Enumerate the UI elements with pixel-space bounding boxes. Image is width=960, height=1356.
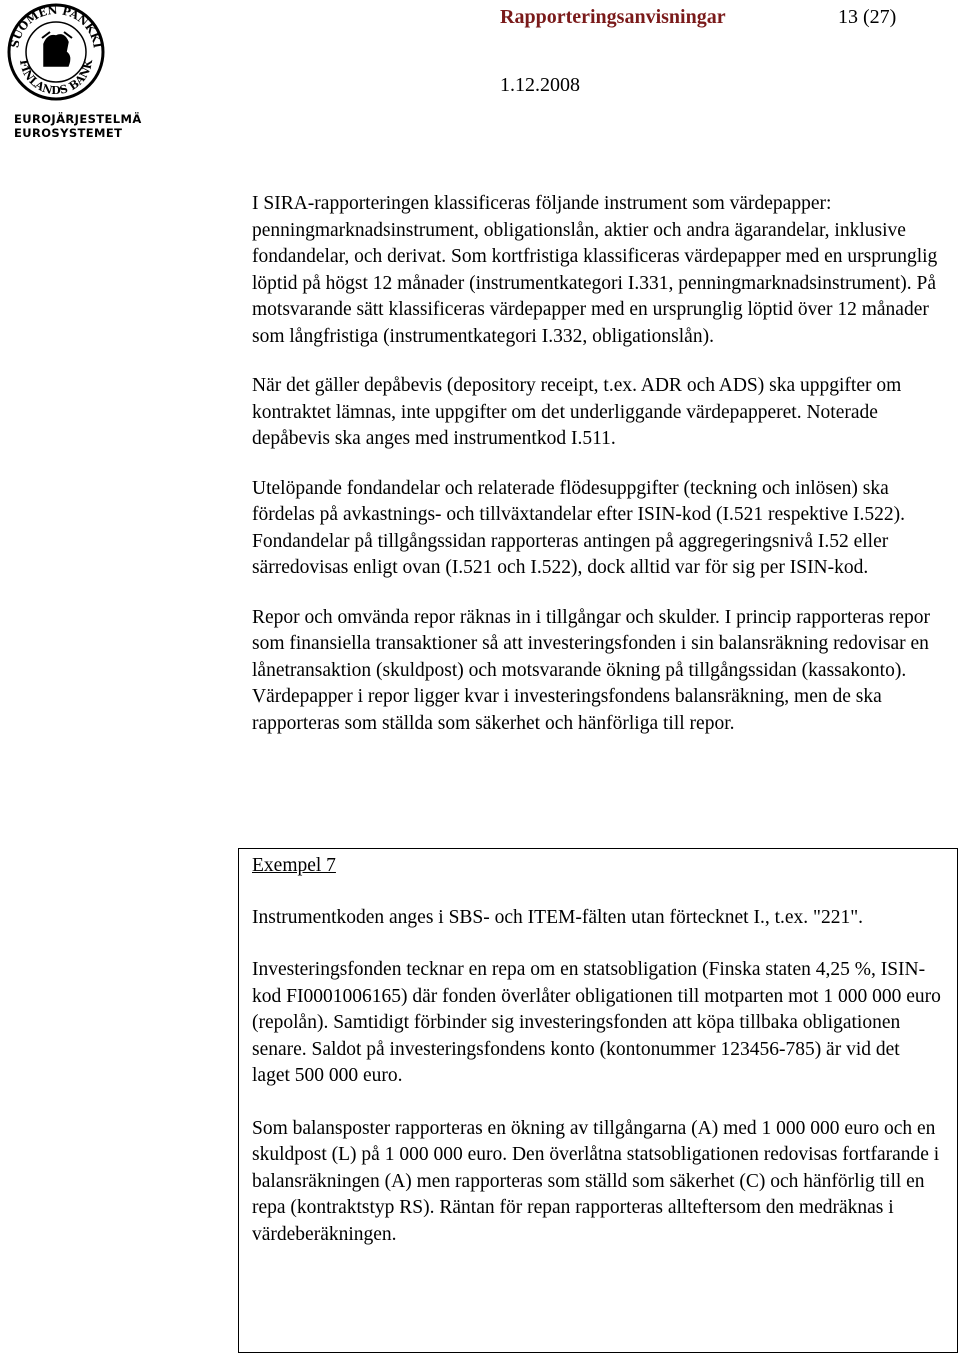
bank-seal-icon [6, 2, 106, 102]
bank-logo [6, 2, 142, 140]
svg-text:SUOMEN PANKKI: SUOMEN PANKKI [8, 3, 104, 49]
example-paragraph: Investeringsfonden tecknar en repa om en statsobligation (Finska staten 4,25 %, ISIN-kod FI0001006165) där fonden överlåter obligationen till motparten mot 1 000 000 euro (repolån). Samtidigt förbinder sig investeringsfonden att köpa tillbaka obligationen senare. Saldot på investeringsfondens konto (kontonummer 123456-785) är vid det laget 500 000 euro. [252, 959, 941, 1086]
svg-text:FINLANDS BANK: FINLANDS BANK [16, 58, 96, 98]
document-title: Rapporteringsanvisningar [500, 6, 726, 28]
example-title: Exempel 7 [252, 855, 336, 876]
page-number: 13 (27) [838, 6, 897, 28]
body-text [252, 191, 952, 760]
example-paragraph: Som balansposter rapporteras en ökning av tillgångarna (A) med 1 000 000 euro och en skuldpost (L) på 1 000 000 euro. Den överlåtna statsobligationen redovisas fortfarande i balansräkningen (A) men rapporteras som ställd som säkerhet (C) och hänförlig till en repa (kontraktstyp RS). Räntan för repan rapporteras allteftersom den medräknas i värdeberäkningen. [252, 1117, 940, 1245]
logo-text-eurojarjestelma: EUROJÄRJESTELMÄ [14, 112, 142, 126]
logo-text-eurosystemet: EUROSYSTEMET [14, 126, 123, 140]
paragraph: När det gäller depåbevis (depository receipt, t.ex. ADR och ADS) ska uppgifter om kontraktet lämnas, inte uppgifter om det underliggande värdepapperet. Noterade depåbevis ska anges med instrumentkod I.511. [252, 375, 902, 449]
paragraph: I SIRA-rapporteringen klassificeras följande instrument som värdepapper: penningmarknadsinstrument, obligationslån, aktier och andra ägarandelar, inklusive fondandelar, och derivat. Som kortfristiga klassificeras värdepapper med en ursprunglig löptid på högst 12 månader (instrumentkategori I.331, penningmarknadsinstrument). På motsvarande sätt klassificeras värdepapper med en ursprunglig löptid över 12 månader som långfristiga (instrumentkategori I.332, obligationslån). [252, 193, 938, 347]
paragraph: Utelöpande fondandelar och relaterade flödesuppgifter (teckning och inlösen) ska fördelas på avkastnings- och tillväxtandelar efter ISIN-kod (I.521 respektive I.522). Fondandelar på tillgångssidan rapporteras antingen på aggregeringsnivå I.52 eller särredovisas enligt ovan (I.521 och I.522), dock alltid var för sig per ISIN-kod. [252, 477, 906, 578]
example-paragraph: Instrumentkoden anges i SBS- och ITEM-fälten utan förtecknet I., t.ex. "221". [252, 906, 864, 928]
example-box [238, 848, 958, 1353]
document-date: 1.12.2008 [500, 74, 580, 96]
paragraph: Repor och omvända repor räknas in i tillgångar och skulder. I princip rapporteras repor som finansiella transaktioner så att investeringsfonden i sin balansräkning redovisar en lånetransaktion (skuldpost) och motsvarande ökning på tillgångssidan (kassakonto). Värdepapper i repor ligger kvar i investeringsfondens balansräkning, men de ska rapporteras som ställda som säkerhet och hänförliga till repor. [252, 606, 930, 734]
